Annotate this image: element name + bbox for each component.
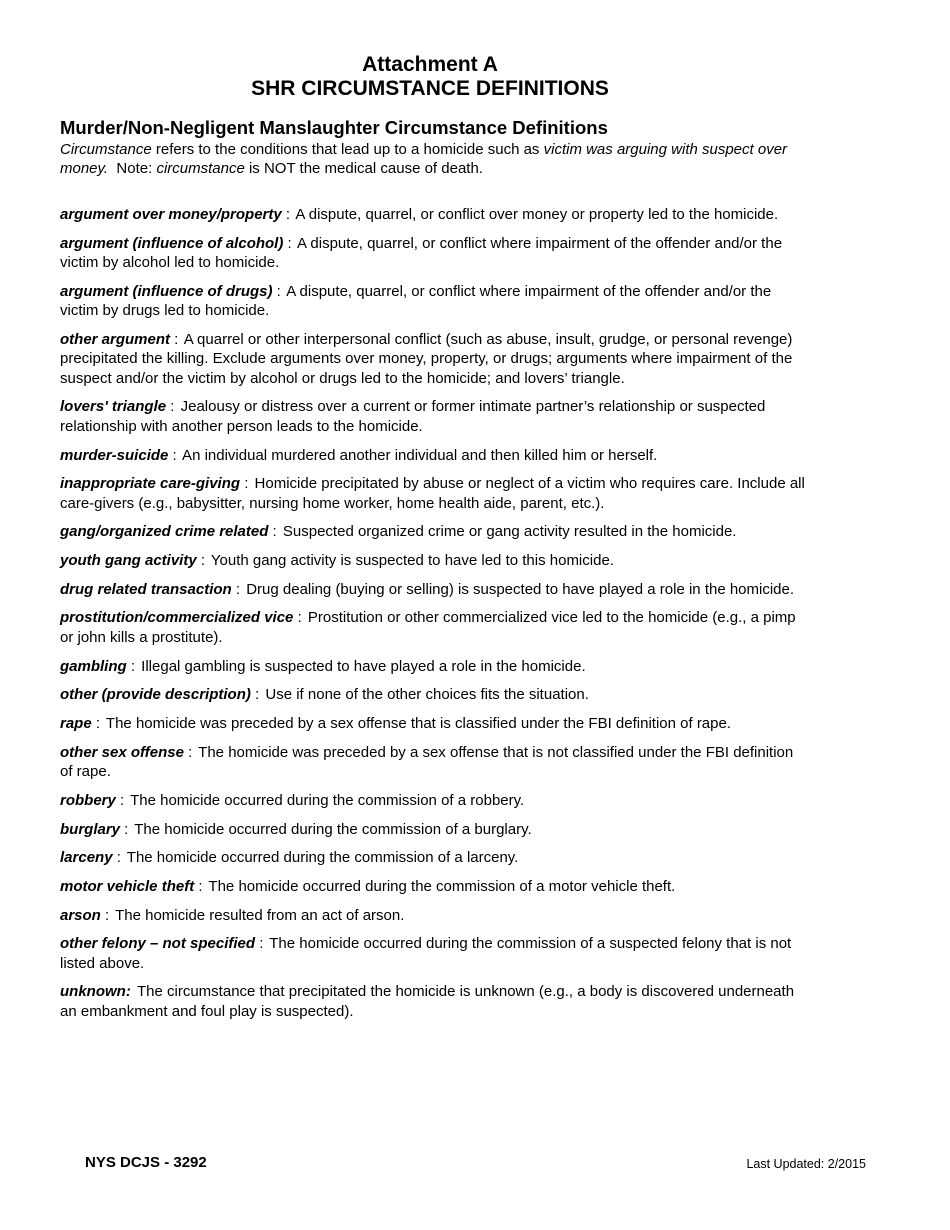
definition-term: motor vehicle theft xyxy=(60,877,195,895)
definition-term: argument (influence of drugs) xyxy=(60,282,273,300)
definition-text: The homicide occurred during the commission of a burglary. xyxy=(130,820,532,838)
definition-term: argument over money/property xyxy=(60,206,282,223)
definition-item xyxy=(60,282,805,321)
definition-text: The homicide occurred during the commission of a suspected felony that is not listed above. xyxy=(60,935,792,972)
definition-text: A dispute, quarrel, or conflict over money or property led to the homicide. xyxy=(292,206,779,223)
definition-term: lovers' triangle xyxy=(60,398,167,416)
definition-text: Jealousy or distress over a current or former intimate partner’s relationship or suspected relationship with another person leads to the homicide. xyxy=(60,398,766,435)
definition-term: robbery xyxy=(60,791,116,809)
definition-term: gambling xyxy=(60,657,127,675)
definition-text: A quarrel or other interpersonal conflict (such as abuse, insult, grudge, or personal revenge) precipitated the killing. Exclude arguments over money, property, or drugs; arguments where impairment of the suspect and/or the victim by alcohol or drugs led to the homicide; and lovers’ triangle. xyxy=(60,330,793,387)
definition-text: The homicide occurred during the commission of a larceny. xyxy=(122,849,519,867)
definition-separator: : xyxy=(293,609,302,627)
intro-text-2: Note: xyxy=(108,160,157,177)
definition-term: other felony – not specified xyxy=(60,935,256,953)
definition-separator: : xyxy=(250,686,260,704)
definition-item xyxy=(60,685,805,704)
definition-item xyxy=(60,820,805,839)
section-heading: Murder/Non-Negligent Manslaughter Circumstance Definitions xyxy=(60,117,608,138)
definition-separator: : xyxy=(100,906,110,924)
definition-separator: : xyxy=(231,580,241,598)
definition-term: rape xyxy=(60,714,92,732)
definition-term: murder-suicide xyxy=(60,446,169,464)
definition-separator: : xyxy=(281,206,291,223)
definition-separator: : xyxy=(196,552,206,570)
document-title xyxy=(0,53,860,101)
definition-text: The homicide resulted from an act of arson. xyxy=(111,906,405,924)
definition-item xyxy=(60,657,805,676)
definition-item xyxy=(60,791,805,810)
definition-text: An individual murdered another individual and then killed him or herself. xyxy=(178,446,658,464)
definition-item xyxy=(60,934,805,973)
definition-term: drug related transaction xyxy=(60,580,232,598)
definition-item xyxy=(60,906,805,925)
definition-separator: : xyxy=(91,714,101,732)
definition-term: argument (influence of alcohol) xyxy=(60,234,284,252)
definition-term: other argument xyxy=(60,330,171,348)
definition-text: The circumstance that precipitated the homicide is unknown (e.g., a body is discovered underneath an embankment and foul play is suspected). xyxy=(60,983,795,1020)
definition-item xyxy=(60,580,805,599)
definition-text: The homicide was preceded by a sex offense that is not classified under the FBI definition of rape. xyxy=(60,743,794,781)
definition-item xyxy=(60,982,805,1021)
definition-term: other (provide description) xyxy=(60,686,251,704)
definition-separator: : xyxy=(283,234,292,252)
definition-item xyxy=(60,330,805,388)
definition-item xyxy=(60,205,805,224)
definition-term: inappropriate care-giving xyxy=(60,475,241,493)
definition-separator xyxy=(131,983,135,1000)
definition-item xyxy=(60,877,805,896)
definition-separator: : xyxy=(120,820,129,838)
definition-item xyxy=(60,608,805,647)
definition-term: arson xyxy=(60,906,101,924)
definitions-list xyxy=(60,205,805,1031)
definition-item xyxy=(60,743,805,782)
definition-term: larceny xyxy=(60,849,113,867)
definition-item xyxy=(60,234,805,273)
definition-text: The homicide was preceded by a sex offense that is classified under the FBI definition of rape. xyxy=(102,714,732,732)
definition-item xyxy=(60,551,805,570)
intro-term-2: circumstance xyxy=(156,160,245,177)
definition-text: A dispute, quarrel, or conflict where impairment of the offender and/or the victim by drugs led to homicide. xyxy=(60,282,772,320)
definition-item xyxy=(60,848,805,867)
form-number: NYS DCJS - 3292 xyxy=(85,1154,207,1171)
definition-separator: : xyxy=(268,523,277,541)
intro-text-3: is NOT the medical cause of death. xyxy=(244,160,483,177)
definition-separator: : xyxy=(255,935,264,953)
definition-text: Drug dealing (buying or selling) is suspected to have played a role in the homicide. xyxy=(242,580,795,598)
definition-term: prostitution/commercialized vice xyxy=(60,609,294,627)
definition-separator: : xyxy=(126,657,136,675)
definition-text: Prostitution or other commercialized vice led to the homicide (e.g., a pimp or john kills a prostitute). xyxy=(60,609,796,646)
definition-term: gang/organized crime related xyxy=(60,523,269,541)
definition-text: Homicide precipitated by abuse or neglect of a victim who requires care. Include all care-givers (e.g., babysitter, nursing home worker, home health aide, parent, etc.). xyxy=(60,475,805,512)
definition-term: burglary xyxy=(60,820,121,838)
definition-text: A dispute, quarrel, or conflict where impairment of the offender and/or the victim by alcohol led to homicide. xyxy=(60,234,783,272)
definition-text: Illegal gambling is suspected to have played a role in the homicide. xyxy=(137,657,586,675)
title-line-2: SHR CIRCUMSTANCE DEFINITIONS xyxy=(251,77,609,100)
definition-item xyxy=(60,522,805,541)
definition-term: youth gang activity xyxy=(60,552,197,570)
definition-separator: : xyxy=(115,791,125,809)
definition-separator: : xyxy=(168,446,177,464)
definition-text: Use if none of the other choices fits the situation. xyxy=(261,686,589,704)
definition-separator: : xyxy=(194,877,203,895)
definition-term: other sex offense xyxy=(60,743,184,761)
definition-separator: : xyxy=(166,398,175,416)
definition-text: The homicide occurred during the commission of a motor vehicle theft. xyxy=(204,877,676,895)
definition-term: unknown: xyxy=(60,983,131,1001)
definition-separator: : xyxy=(272,282,281,300)
definition-text: Youth gang activity is suspected to have led to this homicide. xyxy=(207,552,614,570)
intro-example: victim was arguing with suspect over money. xyxy=(60,141,788,177)
definition-item xyxy=(60,446,805,465)
definition-item xyxy=(60,397,805,436)
intro-text-1: refers to the conditions that lead up to a homicide such as xyxy=(151,141,544,158)
definition-separator: : xyxy=(112,849,121,867)
definition-separator: : xyxy=(170,330,179,348)
intro-term: Circumstance xyxy=(60,141,152,158)
intro-paragraph xyxy=(60,140,805,178)
definition-item xyxy=(60,714,805,733)
definition-item xyxy=(60,474,805,513)
definition-text: The homicide occurred during the commission of a robbery. xyxy=(126,791,525,809)
definition-text: Suspected organized crime or gang activity resulted in the homicide. xyxy=(278,523,737,541)
title-line-1: Attachment A xyxy=(362,53,498,76)
last-updated: Last Updated: 2/2015 xyxy=(746,1157,866,1171)
definition-separator: : xyxy=(240,475,249,493)
definition-separator: : xyxy=(183,743,193,761)
